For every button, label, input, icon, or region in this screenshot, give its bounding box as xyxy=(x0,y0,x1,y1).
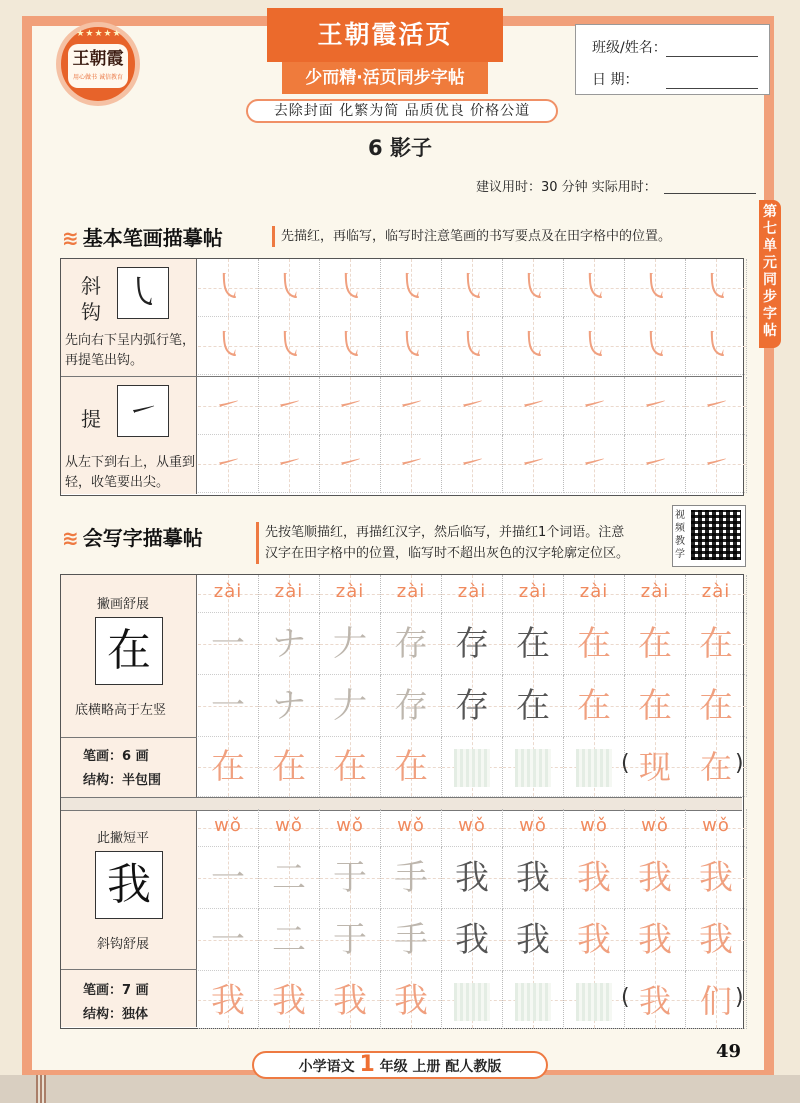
practice-cell[interactable] xyxy=(259,377,320,435)
trace-character: 存 xyxy=(394,686,428,726)
practice-cell[interactable] xyxy=(381,435,442,493)
practice-cell[interactable] xyxy=(625,909,686,971)
logo-subtext: 用心做书 诚信教育 xyxy=(73,74,123,81)
date-label: 日 期： xyxy=(592,72,639,88)
practice-cell[interactable] xyxy=(381,259,442,317)
practice-cell[interactable] xyxy=(625,317,686,375)
trace-character: 我 xyxy=(516,858,550,898)
practice-cell[interactable] xyxy=(686,613,747,675)
trace-stroke: ㇀ xyxy=(213,388,243,423)
trace-stroke: ㇀ xyxy=(396,446,426,481)
section2-desc-line2: 汉字在田字格中的位置，临写时不超出灰色的汉字轮廓定位区。 xyxy=(265,546,630,561)
practice-cell[interactable] xyxy=(686,259,747,317)
practice-cell[interactable] xyxy=(259,613,320,675)
actual-time-field[interactable] xyxy=(664,193,756,194)
trace-character: 我 xyxy=(455,858,489,898)
section1-description: 先描红，再临写，临写时注意笔画的书写要点及在田字格中的位置。 xyxy=(272,226,671,247)
trace-stroke: ㇀ xyxy=(701,388,731,423)
trace-character: 我 xyxy=(333,981,367,1021)
pinyin-trace: zài xyxy=(274,581,304,602)
trace-stroke: ㇂ xyxy=(457,270,487,305)
pinyin-cell[interactable] xyxy=(381,809,442,847)
trace-stroke: ㇂ xyxy=(213,270,243,305)
practice-cell[interactable] xyxy=(320,847,381,909)
trace-character: 在 xyxy=(211,747,245,787)
practice-cell[interactable] xyxy=(198,259,259,317)
trace-stroke: ㇀ xyxy=(213,446,243,481)
stroke-example xyxy=(117,267,169,319)
pinyin-trace: wǒ xyxy=(275,815,303,836)
trace-stroke: ㇂ xyxy=(396,328,426,363)
section2-heading xyxy=(62,522,203,551)
section1-title: 基本笔画描摹帖 xyxy=(82,226,223,250)
pinyin-cell[interactable] xyxy=(198,809,259,847)
trace-character: 我 xyxy=(394,981,428,1021)
practice-cell[interactable] xyxy=(686,909,747,971)
pinyin-cell[interactable] xyxy=(259,809,320,847)
practice-cell[interactable] xyxy=(259,317,320,375)
wave-icon: ≋ xyxy=(62,526,79,550)
trace-character: 于 xyxy=(333,858,367,898)
trace-stroke: ㇂ xyxy=(579,328,609,363)
practice-cell[interactable] xyxy=(503,971,564,1029)
trace-stroke: ㇂ xyxy=(457,328,487,363)
practice-cell[interactable] xyxy=(625,675,686,737)
trace-stroke: ㇂ xyxy=(640,328,670,363)
trace-stroke: ㇂ xyxy=(518,328,548,363)
trace-character: 在 xyxy=(333,747,367,787)
practice-cell[interactable] xyxy=(381,737,442,797)
practice-cell[interactable] xyxy=(381,613,442,675)
practice-cell[interactable] xyxy=(564,847,625,909)
stroke-note: 先向右下呈内弧行笔，再提笔出钩。 xyxy=(65,333,196,368)
pinyin-trace: wǒ xyxy=(397,815,425,836)
practice-cell[interactable] xyxy=(320,435,381,493)
practice-cell[interactable] xyxy=(503,435,564,493)
trace-character: 我 xyxy=(638,858,672,898)
time-info: 建议用时：30 分钟 实际用时： xyxy=(476,180,657,195)
practice-cell[interactable] xyxy=(320,675,381,737)
practice-cell[interactable] xyxy=(564,613,625,675)
pinyin-trace: wǒ xyxy=(641,815,669,836)
trace-character: 在 xyxy=(516,686,550,726)
pinyin-trace: wǒ xyxy=(702,815,730,836)
trace-character: 我 xyxy=(455,920,489,960)
pinyin-cell[interactable] xyxy=(320,575,381,613)
trace-character: 我 xyxy=(272,981,306,1021)
footer-grade-suffix: 年级 上册 配人教版 xyxy=(379,1059,502,1075)
stroke-glyph: ㇂ xyxy=(126,273,160,313)
outline-placeholder xyxy=(515,749,551,787)
pinyin-trace: zài xyxy=(335,581,365,602)
model-character: 我 xyxy=(95,851,163,919)
word-character: 我 xyxy=(638,982,671,1020)
outline-placeholder xyxy=(454,749,490,787)
trace-character: 于 xyxy=(333,920,367,960)
pinyin-trace: zài xyxy=(701,581,731,602)
practice-cell[interactable] xyxy=(442,317,503,375)
pinyin-trace: zài xyxy=(457,581,487,602)
practice-cell[interactable] xyxy=(625,971,686,1029)
stroke-name: 提 xyxy=(81,407,101,431)
trace-stroke: ㇂ xyxy=(579,270,609,305)
practice-cell[interactable] xyxy=(442,675,503,737)
trace-character: 在 xyxy=(638,686,672,726)
practice-cell[interactable] xyxy=(320,613,381,675)
trace-stroke: ㇂ xyxy=(701,328,731,363)
video-qr-code[interactable] xyxy=(672,505,746,567)
trace-stroke: ㇂ xyxy=(335,328,365,363)
footer-subject: 小学语文 xyxy=(298,1059,355,1075)
trace-character: 在 xyxy=(577,624,611,664)
practice-cell[interactable] xyxy=(198,847,259,909)
section2-desc-line1: 先按笔顺描红，再描红汉字，然后临写，并描红1个词语。注意 xyxy=(265,525,625,540)
practice-cell[interactable] xyxy=(381,847,442,909)
brand-subtitle: 少而精·活页同步字帖 xyxy=(282,62,488,94)
stroke-glyph: ㇀ xyxy=(126,391,160,431)
trace-stroke: ㇀ xyxy=(640,388,670,423)
practice-cell[interactable] xyxy=(564,909,625,971)
trace-stroke: ㇀ xyxy=(457,446,487,481)
pinyin-cell[interactable] xyxy=(503,809,564,847)
pinyin-trace: zài xyxy=(579,581,609,602)
practice-cell[interactable] xyxy=(442,909,503,971)
word-character: 在 xyxy=(699,748,732,786)
trace-character: 我 xyxy=(699,858,733,898)
brand-title: 王朝霞活页 xyxy=(317,20,453,49)
trace-character: 我 xyxy=(577,858,611,898)
trace-stroke: ㇂ xyxy=(335,270,365,305)
pinyin-trace: wǒ xyxy=(519,815,547,836)
trace-character: 存 xyxy=(394,624,428,664)
section2-description xyxy=(256,522,629,564)
stroke-example xyxy=(117,385,169,437)
logo-text: 王朝霞 xyxy=(72,49,124,69)
pinyin-cell[interactable] xyxy=(503,575,564,613)
pinyin-cell[interactable] xyxy=(686,809,747,847)
trace-character: 在 xyxy=(699,686,733,726)
trace-character: 一 xyxy=(211,858,245,898)
practice-cell[interactable] xyxy=(381,675,442,737)
char-top-note: 撇画舒展 xyxy=(97,597,150,612)
pinyin-cell[interactable] xyxy=(442,809,503,847)
qr-code-icon[interactable] xyxy=(691,510,741,560)
trace-character: 𠂇 xyxy=(333,624,367,664)
trace-stroke: ㇀ xyxy=(518,388,548,423)
practice-cell[interactable] xyxy=(442,737,503,797)
pinyin-trace: zài xyxy=(518,581,548,602)
trace-character: 在 xyxy=(699,624,733,664)
trace-character: 我 xyxy=(516,920,550,960)
trace-character: 在 xyxy=(516,624,550,664)
practice-cell[interactable] xyxy=(442,847,503,909)
student-info-box xyxy=(575,24,770,95)
wave-icon: ≋ xyxy=(62,226,79,250)
practice-cell[interactable] xyxy=(686,675,747,737)
practice-cell[interactable] xyxy=(503,737,564,797)
trace-stroke: ㇂ xyxy=(701,270,731,305)
practice-cell[interactable] xyxy=(625,259,686,317)
trace-stroke: ㇀ xyxy=(518,446,548,481)
stroke-practice-table xyxy=(60,258,744,496)
trace-character: 𠂇 xyxy=(333,686,367,726)
trace-stroke: ㇂ xyxy=(274,270,304,305)
pinyin-cell[interactable] xyxy=(564,809,625,847)
brand-banner xyxy=(267,8,503,62)
practice-cell[interactable] xyxy=(564,259,625,317)
word-character: 们 xyxy=(699,982,732,1020)
trace-character: 手 xyxy=(394,858,428,898)
practice-cell[interactable] xyxy=(198,435,259,493)
trace-stroke: ㇂ xyxy=(274,328,304,363)
trace-stroke: ㇂ xyxy=(518,270,548,305)
char-top-note: 此撇短平 xyxy=(97,831,150,846)
pinyin-cell[interactable] xyxy=(564,575,625,613)
practice-cell[interactable] xyxy=(381,377,442,435)
practice-cell[interactable] xyxy=(686,317,747,375)
practice-cell[interactable] xyxy=(625,377,686,435)
char-structure: 结构：独体 xyxy=(83,1007,149,1022)
trace-character: 一 xyxy=(211,686,245,726)
pinyin-trace: zài xyxy=(213,581,243,602)
trace-stroke: ㇀ xyxy=(579,446,609,481)
practice-cell[interactable] xyxy=(564,317,625,375)
trace-stroke: ㇂ xyxy=(640,270,670,305)
practice-cell[interactable] xyxy=(442,435,503,493)
practice-cell[interactable] xyxy=(259,259,320,317)
section2-title: 会写字描摹帖 xyxy=(82,526,203,550)
practice-cell[interactable] xyxy=(442,613,503,675)
char-bottom-note: 底横略高于左竖 xyxy=(75,703,167,718)
pinyin-trace: wǒ xyxy=(214,815,242,836)
footer-grade: 1 xyxy=(359,1052,375,1077)
trace-character: 在 xyxy=(394,747,428,787)
practice-cell[interactable] xyxy=(259,909,320,971)
trace-stroke: ㇂ xyxy=(213,328,243,363)
trace-character: 一 xyxy=(211,920,245,960)
practice-cell[interactable] xyxy=(564,971,625,1029)
footer-badge xyxy=(252,1051,548,1079)
logo-stars: ★★★★★ xyxy=(76,29,122,39)
trace-character: 在 xyxy=(638,624,672,664)
trace-character: 我 xyxy=(699,920,733,960)
pinyin-cell[interactable] xyxy=(198,575,259,613)
unit-side-tab xyxy=(759,200,781,348)
practice-cell[interactable] xyxy=(259,737,320,797)
class-name-label: 班级/姓名： xyxy=(592,40,667,56)
practice-cell[interactable] xyxy=(686,435,747,493)
trace-character: 我 xyxy=(577,920,611,960)
practice-cell[interactable] xyxy=(198,613,259,675)
pinyin-trace: wǒ xyxy=(458,815,486,836)
trace-character: ナ xyxy=(272,686,306,726)
trace-character: 二 xyxy=(272,858,306,898)
label-divider xyxy=(61,737,197,738)
pinyin-cell[interactable] xyxy=(686,575,747,613)
practice-cell[interactable] xyxy=(198,909,259,971)
practice-cell[interactable] xyxy=(198,377,259,435)
qr-label: 视频教学 xyxy=(675,510,685,560)
practice-cell[interactable] xyxy=(503,613,564,675)
stroke-name: 斜钩 xyxy=(81,274,101,324)
section1-heading xyxy=(62,222,223,251)
practice-cell[interactable] xyxy=(503,675,564,737)
trace-character: 在 xyxy=(272,747,306,787)
trace-stroke: ㇀ xyxy=(274,446,304,481)
practice-cell[interactable] xyxy=(320,971,381,1029)
word-paren-left: ( xyxy=(621,985,630,1010)
practice-cell[interactable] xyxy=(381,317,442,375)
scan-edge xyxy=(0,1075,800,1103)
practice-cell[interactable] xyxy=(320,737,381,797)
trace-character: 我 xyxy=(638,920,672,960)
practice-cell[interactable] xyxy=(320,259,381,317)
pinyin-trace: wǒ xyxy=(336,815,364,836)
outline-placeholder xyxy=(454,983,490,1021)
outline-placeholder xyxy=(515,983,551,1021)
practice-cell[interactable] xyxy=(503,847,564,909)
practice-cell[interactable] xyxy=(259,847,320,909)
trace-stroke: ㇀ xyxy=(701,446,731,481)
trace-stroke: ㇀ xyxy=(457,388,487,423)
practice-cell[interactable] xyxy=(564,675,625,737)
lesson-title: 6 影子 xyxy=(368,136,432,160)
slogan: 去除封面 化繁为简 品质优良 价格公道 xyxy=(246,99,558,123)
practice-cell[interactable] xyxy=(198,317,259,375)
pinyin-cell[interactable] xyxy=(625,575,686,613)
outline-placeholder xyxy=(576,749,612,787)
brand-logo xyxy=(56,22,140,106)
practice-cell[interactable] xyxy=(320,317,381,375)
practice-cell[interactable] xyxy=(625,737,686,797)
practice-cell[interactable] xyxy=(503,317,564,375)
practice-cell[interactable] xyxy=(503,259,564,317)
pinyin-cell[interactable] xyxy=(625,809,686,847)
practice-cell[interactable] xyxy=(381,971,442,1029)
practice-cell[interactable] xyxy=(320,377,381,435)
practice-cell[interactable] xyxy=(564,435,625,493)
word-paren-right: ) xyxy=(735,985,744,1010)
word-character: 现 xyxy=(638,748,671,786)
practice-cell[interactable] xyxy=(503,909,564,971)
practice-cell[interactable] xyxy=(686,847,747,909)
word-paren-left: ( xyxy=(621,751,630,776)
practice-cell[interactable] xyxy=(564,377,625,435)
pinyin-cell[interactable] xyxy=(320,809,381,847)
practice-cell[interactable] xyxy=(320,909,381,971)
pinyin-cell[interactable] xyxy=(442,575,503,613)
practice-cell[interactable] xyxy=(564,737,625,797)
stroke-count: 笔画：6 画 xyxy=(83,749,149,764)
trace-stroke: ㇂ xyxy=(396,270,426,305)
outline-placeholder xyxy=(576,983,612,1021)
trace-character: 手 xyxy=(394,920,428,960)
character-practice-table xyxy=(60,574,744,1029)
practice-cell[interactable] xyxy=(381,909,442,971)
char-bottom-note: 斜钩舒展 xyxy=(97,937,150,952)
word-paren-right: ) xyxy=(735,751,744,776)
date-field[interactable] xyxy=(666,87,758,89)
practice-cell[interactable] xyxy=(198,737,259,797)
pinyin-trace: wǒ xyxy=(580,815,608,836)
label-divider xyxy=(61,969,197,970)
practice-cell[interactable] xyxy=(625,613,686,675)
stroke-count: 笔画：7 画 xyxy=(83,983,149,998)
practice-cell[interactable] xyxy=(259,675,320,737)
class-name-field[interactable] xyxy=(666,55,758,57)
trace-stroke: ㇀ xyxy=(640,446,670,481)
practice-cell[interactable] xyxy=(259,435,320,493)
practice-cell[interactable] xyxy=(503,377,564,435)
trace-character: 一 xyxy=(211,624,245,664)
trace-stroke: ㇀ xyxy=(274,388,304,423)
model-character: 在 xyxy=(95,617,163,685)
unit-side-tab-text: 第七单元同步字帖 xyxy=(763,204,777,339)
practice-cell[interactable] xyxy=(198,675,259,737)
trace-character: 存 xyxy=(455,624,489,664)
trace-character: 我 xyxy=(211,981,245,1021)
trace-stroke: ㇀ xyxy=(335,388,365,423)
trace-stroke: ㇀ xyxy=(579,388,609,423)
trace-character: 存 xyxy=(455,686,489,726)
practice-cell[interactable] xyxy=(259,971,320,1029)
char-structure: 结构：半包围 xyxy=(83,773,162,788)
pinyin-cell[interactable] xyxy=(381,575,442,613)
practice-cell[interactable] xyxy=(198,971,259,1029)
pinyin-cell[interactable] xyxy=(259,575,320,613)
practice-cell[interactable] xyxy=(625,847,686,909)
practice-cell[interactable] xyxy=(625,435,686,493)
practice-cell[interactable] xyxy=(442,971,503,1029)
practice-cell[interactable] xyxy=(442,377,503,435)
trace-stroke: ㇀ xyxy=(396,388,426,423)
stroke-note: 从左下到右上，从重到轻，收笔要出尖。 xyxy=(65,455,196,490)
page-number: 49 xyxy=(716,1041,742,1062)
trace-character: 在 xyxy=(577,686,611,726)
practice-cell[interactable] xyxy=(442,259,503,317)
trace-stroke: ㇀ xyxy=(335,446,365,481)
pinyin-trace: zài xyxy=(396,581,426,602)
pinyin-trace: zài xyxy=(640,581,670,602)
trace-character: 二 xyxy=(272,920,306,960)
trace-character: ナ xyxy=(272,624,306,664)
practice-cell[interactable] xyxy=(686,377,747,435)
